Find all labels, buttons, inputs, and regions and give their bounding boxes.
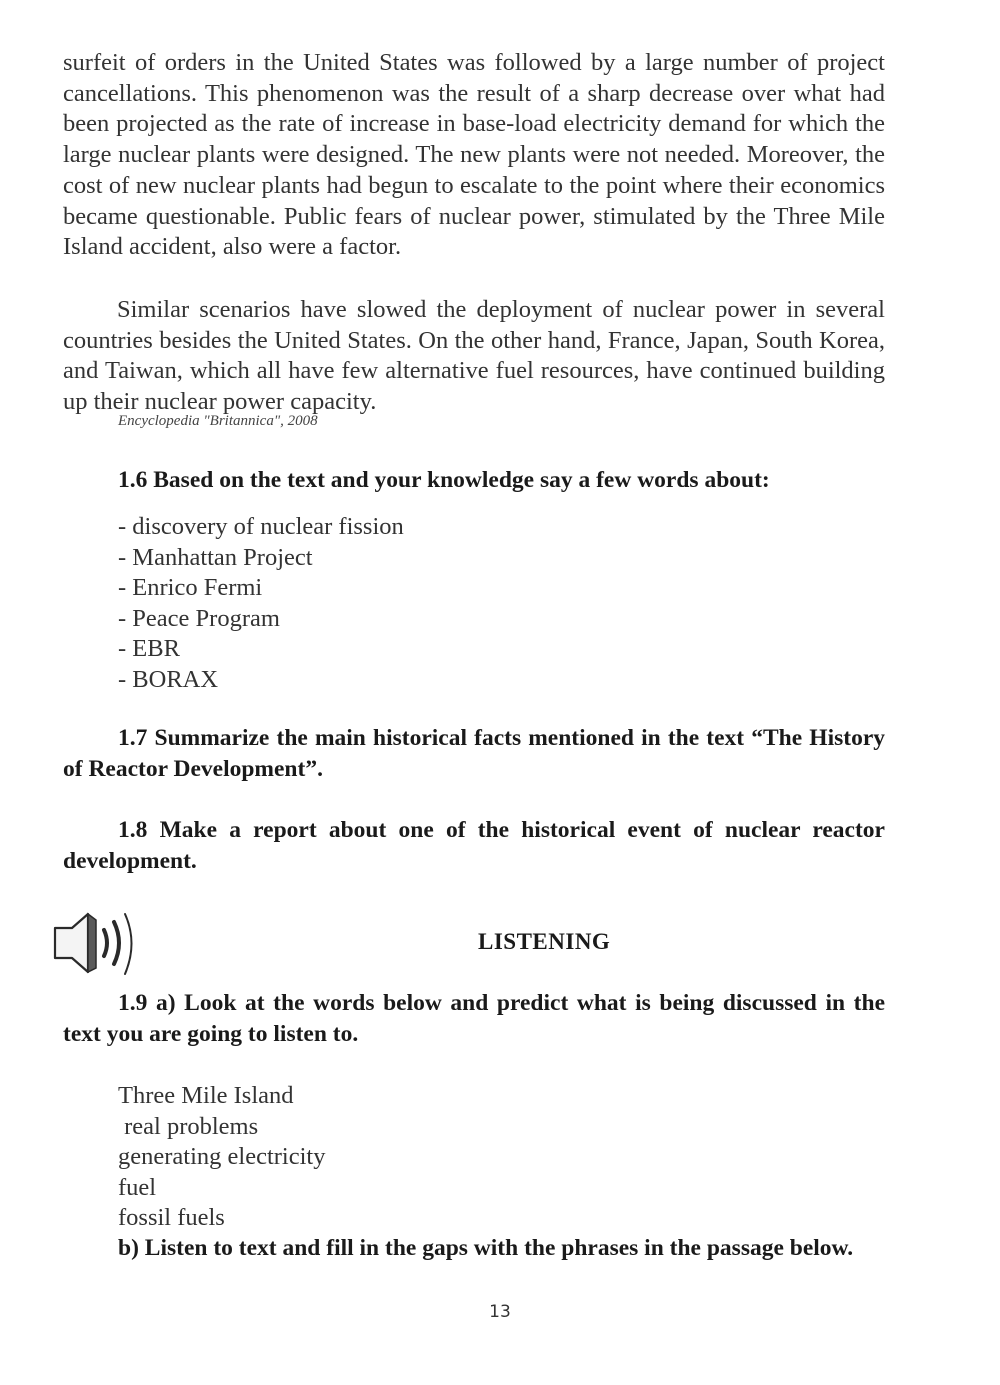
list-item: - BORAX	[118, 665, 219, 693]
task-1-6: 1.6 Based on the text and your knowledge say a few words about:	[118, 467, 770, 493]
listening-heading: LISTENING	[478, 929, 611, 954]
continuation-paragraph: surfeit of orders in the United States was followed by a large number of project cancellations. This phenomenon was the result of a sharp decrease over what had been projected as the rate of increase in base-load electricity demand for which the large nuclear plants were designed. The new plants were not needed. Moreover, the cost of new nuclear plants had begun to escalate to the point where their economics became questionable. Public fears of nuclear power, stimulated by the Three Mile Island accident, also were a factor.	[63, 49, 885, 261]
list-item: - Enrico Fermi	[118, 574, 263, 601]
list-item: - Manhattan Project	[118, 543, 313, 571]
task-1-9a-words	[118, 1081, 325, 1234]
task-1-9b: b) Listen to text and fill in the gaps with the phrases in the passage below.	[118, 1235, 854, 1261]
list-item: - EBR	[118, 635, 180, 662]
list-item: - Peace Program	[118, 604, 280, 632]
list-item: - discovery of nuclear fission	[118, 513, 404, 540]
source-citation: Encyclopedia "Britannica", 2008	[118, 413, 318, 429]
speaker-icon	[52, 908, 142, 978]
task-1-7: 1.7 Summarize the main historical facts mentioned in the text “The History of Reactor Development”.	[63, 725, 885, 782]
list-item: generating electricity	[118, 1143, 326, 1170]
list-item: real problems	[118, 1112, 259, 1140]
list-item: Three Mile Island	[118, 1082, 294, 1109]
task-1-9a: 1.9 a) Look at the words below and predict what is being discussed in the text you are going to listen to.	[63, 990, 885, 1047]
task-1-6-list	[118, 512, 404, 695]
task-1-8: 1.8 Make a report about one of the historical event of nuclear reactor development.	[63, 817, 885, 874]
list-item: fuel	[118, 1173, 157, 1201]
second-paragraph: Similar scenarios have slowed the deployment of nuclear power in several countries besides the United States. On the other hand, France, Japan, South Korea, and Taiwan, which all have few alternative fuel resources, have continued building up their nuclear power capacity.	[63, 296, 885, 416]
page-number: 13	[489, 1302, 511, 1322]
list-item: fossil fuels	[118, 1204, 225, 1231]
